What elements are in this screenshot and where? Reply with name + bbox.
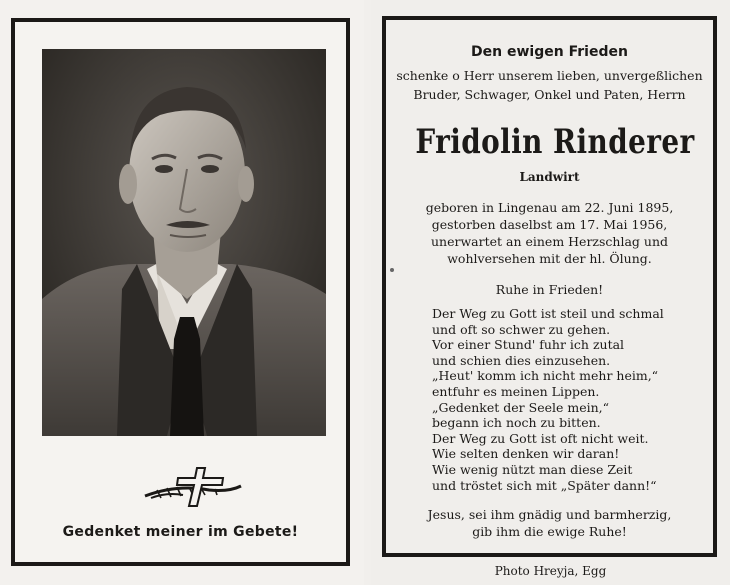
poem-line: Vor einer Stund' fuhr ich zutal — [432, 337, 625, 353]
poem-line: begann ich noch zu bitten. — [432, 415, 601, 431]
memorial-photo-card — [0, 0, 364, 585]
poem-line: und tröstet sich mit „Später dann!“ — [432, 477, 657, 493]
occupation: Landwirt — [519, 170, 580, 184]
bio-line: wohlversehen mit der hl. Ölung. — [447, 251, 652, 266]
poem-line: und schien dies einzusehen. — [432, 352, 611, 368]
poem-line: Der Weg zu Gott ist oft nicht weit. — [432, 430, 649, 446]
poem-line: Der Weg zu Gott ist steil und schmal — [432, 306, 664, 321]
poem — [432, 306, 664, 493]
bio-line: geboren in Lingenau am 22. Juni 1895, — [425, 200, 674, 215]
poem-line: „Heut' komm ich nicht mehr heim,“ — [432, 368, 659, 384]
text-card-frame — [382, 16, 717, 557]
poem-line: „Gedenket der Seele mein,“ — [432, 399, 610, 415]
poem-line: und oft so schwer zu gehen. — [432, 321, 611, 337]
portrait-photo — [42, 49, 326, 436]
closing-line-1: Jesus, sei ihm gnädig und barmherzig, — [427, 507, 672, 522]
paper-speck — [390, 268, 394, 272]
rest-in-peace: Ruhe in Frieden! — [495, 282, 604, 297]
intro-line-2: Bruder, Schwager, Onkel und Paten, Herrn — [413, 87, 686, 102]
photo-card-frame — [11, 18, 350, 566]
poem-line: entfuhr es meinen Lippen. — [432, 383, 600, 399]
poem-line: Wie wenig nützt man diese Zeit — [432, 461, 633, 477]
bio-line: unerwartet an einem Herzschlag und — [430, 234, 669, 249]
photo-credit: Photo Hreyja, Egg — [494, 564, 607, 578]
intro-line-1: schenke o Herr unserem lieben, unvergeßlichen — [396, 68, 703, 83]
deceased-name: Fridolin Rinderer — [415, 122, 695, 162]
poem-line: Wie selten denken wir daran! — [432, 446, 620, 462]
closing-line-2: gib ihm die ewige Ruhe! — [472, 524, 627, 539]
memorial-text-card — [371, 0, 730, 585]
memorial-caption: Gedenket meiner im Gebete! — [62, 524, 299, 540]
cross-icon — [137, 462, 247, 508]
card-heading: Den ewigen Frieden — [471, 44, 628, 60]
bio-line: gestorben daselbst am 17. Mai 1956, — [431, 217, 668, 232]
